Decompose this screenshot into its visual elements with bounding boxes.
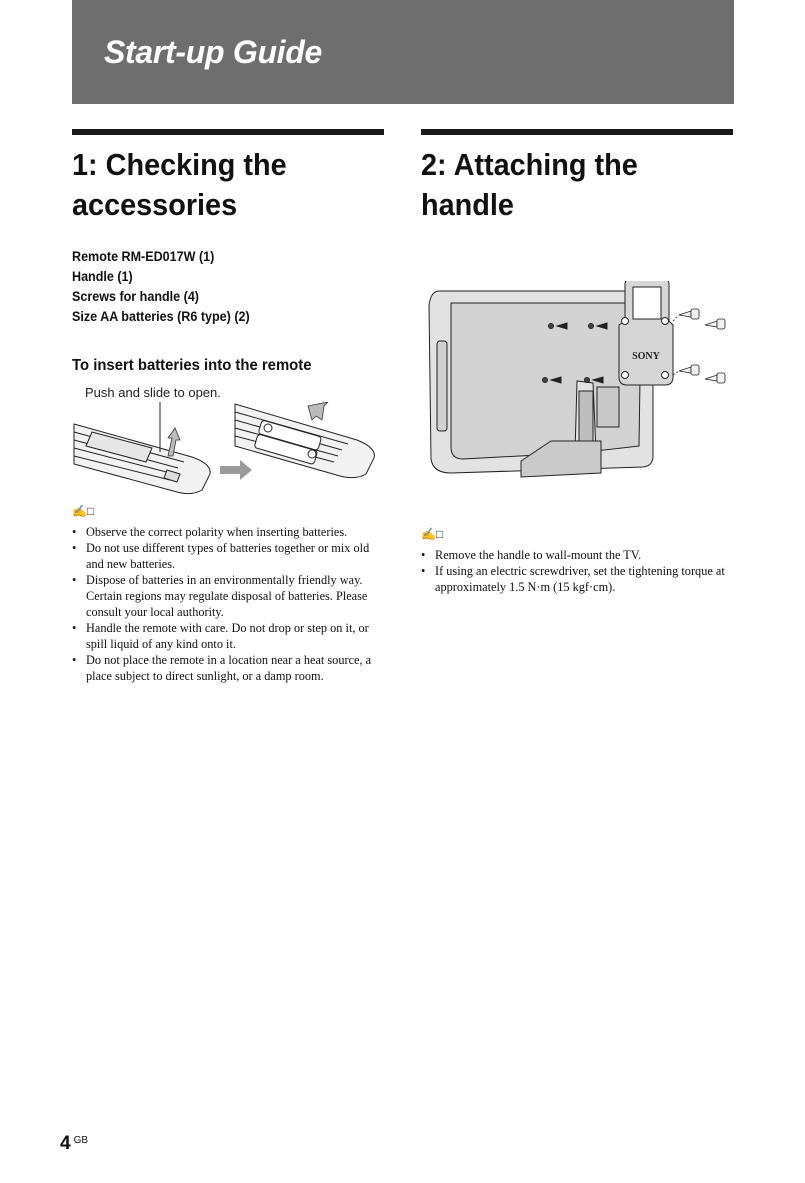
accessory-item: Remote RM-ED017W (1) [72, 249, 215, 264]
tv-handle-illustration [421, 281, 733, 511]
note-item: • Remove the handle to wall-mount the TV. [421, 547, 733, 563]
header-banner [72, 0, 734, 104]
pencil-note-icon: ✍​□ [72, 504, 95, 518]
battery-caption: Push and slide to open. [85, 385, 221, 400]
battery-notes [72, 524, 384, 684]
section-rule [421, 129, 733, 135]
section-title: 1: Checking the accessories [72, 147, 287, 222]
section-attaching-handle [421, 129, 733, 595]
accessories-list [72, 247, 384, 327]
insert-arrow-icon [308, 402, 328, 420]
accessory-item: Size AA batteries (R6 type) (2) [72, 309, 250, 324]
slide-arrow-icon [168, 428, 180, 456]
tv-back-icon [429, 291, 653, 477]
region-code: GB [73, 1135, 89, 1146]
note-item: • Dispose of batteries in an environmentally friendly way. Certain regions may regulate disposal of batteries. Please consult your local authority. [72, 572, 384, 620]
brand-label: SONY [632, 351, 660, 362]
note-item: • If using an electric screwdriver, set the tightening torque at approximately 1.5 N·m (15 kgf·cm). [421, 563, 733, 595]
screw-icon [673, 309, 725, 383]
pencil-note-icon: ✍​□ [421, 527, 444, 541]
page-number: 4 [60, 1133, 71, 1154]
remote-battery-illustration [72, 402, 384, 502]
battery-subheading: To insert batteries into the remote [72, 357, 312, 374]
note-item: • Observe the correct polarity when inserting batteries. [72, 524, 384, 540]
remote-open-icon [235, 404, 374, 478]
handle-notes [421, 547, 733, 595]
section-checking-accessories [72, 129, 384, 684]
remote-closed-icon [74, 424, 210, 494]
accessory-item: Handle (1) [72, 269, 133, 284]
step-arrow-icon [220, 460, 252, 480]
accessory-item: Screws for handle (4) [72, 289, 199, 304]
section-title: 2: Attaching the handle [421, 147, 638, 222]
note-item: • Handle the remote with care. Do not drop or step on it, or spill liquid of any kind onto it. [72, 620, 384, 652]
note-item: • Do not use different types of batteries together or mix old and new batteries. [72, 540, 384, 572]
section-rule [72, 129, 384, 135]
handle-plate-icon [619, 281, 673, 385]
note-item: • Do not place the remote in a location near a heat source, a place subject to direct sunlight, or a damp room. [72, 652, 384, 684]
guide-title: Start-up Guide [104, 34, 323, 70]
page-footer [60, 1133, 88, 1155]
